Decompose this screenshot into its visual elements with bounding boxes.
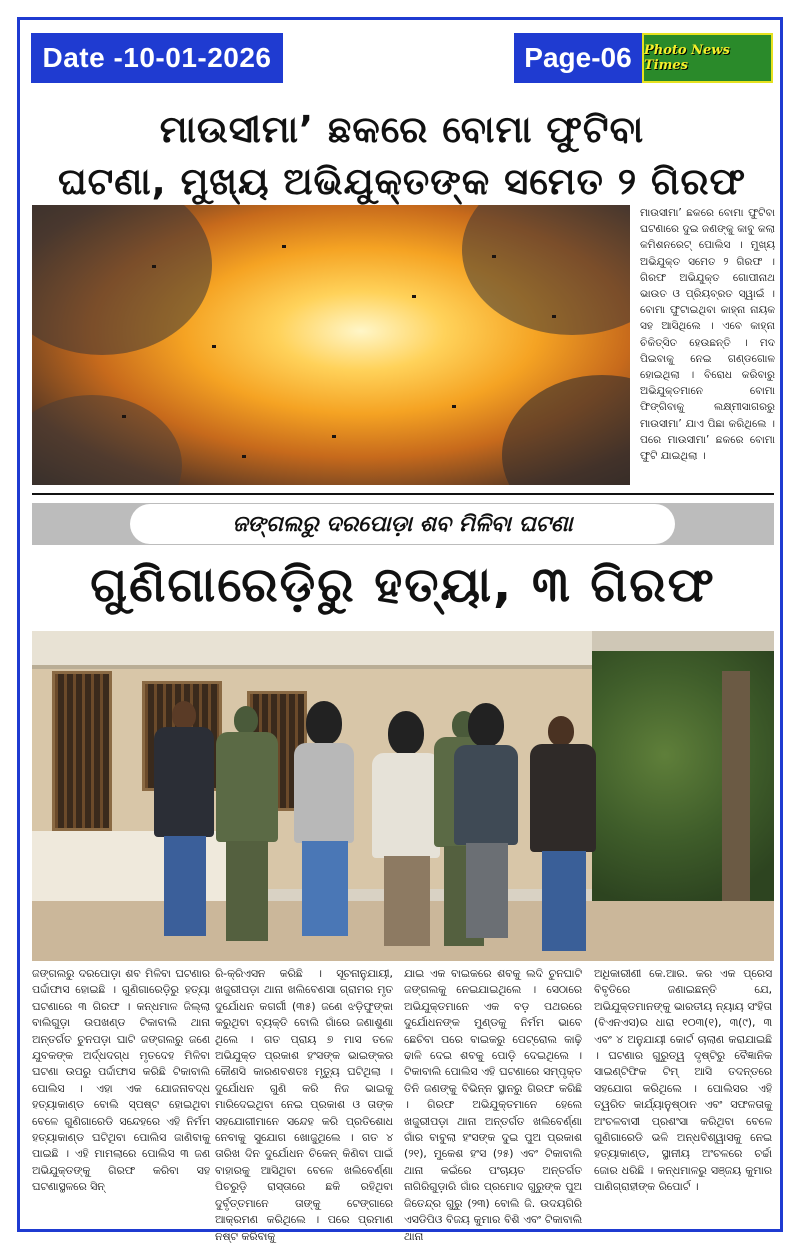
newspaper-logo: Photo News Times (642, 33, 773, 83)
explosion-photo (32, 205, 630, 485)
story1-headline (32, 104, 772, 208)
story2-kicker: ଜଙ୍ଗଲରୁ ଦରପୋଡ଼ା ଶବ ମିଳିବା ଘଟଣା (130, 504, 675, 544)
arrest-photo (32, 631, 774, 961)
story2-column-4: ଅଧିକାରୀଣୀ କେ.ଆର. କର ଏକ ପ୍ରେସ ବିବୃତିରେ ଜଣାଇଛନ୍ତି ଯେ, ଅଭିଯୁକ୍ତମାନଙ୍କୁ ଭାରତୀୟ ନ୍ୟାୟ ସଂହିତା (ବିଏନଏସ)ର ଧାରା ୧୦୩(୧), ୩(୯), ୩ ଏବଂ ୪ ଅନୁଯାୟୀ କୋର୍ଟ ଚାଲାଣ କରାଯାଇଛି । ଘଟଣାର ଗୁରୁତ୍ୱ ଦୃଷ୍ଟିରୁ ବୈଜ୍ଞାନିକ ସାଇଣ୍ଟିଫିକ ଟିମ୍ ଆସି ତଦନ୍ତରେ ସହଯୋଗ କରିଥିଲେ । ପୋଲିସର ଏହି ତ୍ୱରିତ କାର୍ଯ୍ୟାନୁଷ୍ଠାନ ଏବଂ ସଫଳତାକୁ ଅଂଚଳବାସୀ ପ୍ରଶଂସା କରିଥିବା ବେଳେ ଗୁଣିଗାରେଡି ଭଳି ଅନ୍ଧବିଶ୍ୱାସକୁ ନେଇ ହତ୍ୟାକାଣ୍ଡ, ସ୍ଥାନୀୟ ଅଂଚଳରେ ଚର୍ଚ୍ଚା ଜୋର ଧରିଛି । କନ୍ଧମାଳରୁ ସଞ୍ଜୟ କୁମାର ପାଣିଗ୍ରାହୀଙ୍କ ରିପୋର୍ଟ । (594, 967, 772, 1194)
story2-column-2: ରି-କ୍ରିଏସନ କରିଛି । ସୂଚନାନୁଯାୟୀ, ଖଜୁରୀପଡ଼ା ଥାନା ଖଲିବେଣସା ଗ୍ରାମର ମୃତ ଦୁର୍ଯୋଧନ କଗର୍ଗୀ (୩୫) ଜଣେ ଝଡ଼ିଫୁଙ୍କା କରୁଥିବା ବ୍ୟକ୍ତି ବୋଲି ଗାଁରେ ଜଣାଶୁଣା ଥିଲେ । ଗତ ପ୍ରାୟ ୭ ମାସ ତଳେ ଅଭିଯୁକ୍ତ ପ୍ରକାଶ ହଂସଙ୍କ ଭାଇଙ୍କର କୌଣସି କାରଣବଶତଃ ମୃତ୍ୟୁ ଘଟିଥିଲା । ଦୁର୍ଯୋଧନ ଗୁଣି କରି ନିଜ ଭାଇକୁ ମାରିଦେଇଥିବା ନେଇ ପ୍ରକାଶ ଓ ତାଙ୍କ ସହଯୋଗୀମାନେ ସନ୍ଦେହ କରି ପ୍ରତିଶୋଧ ନେବାକୁ ସୁଯୋଗ ଖୋଜୁଥିଲେ । ଗତ ୪ ତାରିଖ ଦିନ ଦୁର୍ଯୋଧନ ଚିକେନ୍ କିଣିବା ପାଇଁ ବାହାରକୁ ଆସିଥିବା ବେଳେ ଖଲିବେର୍ଣ୍ଣା ପିଚରୁଡ଼ି ରାସ୍ତାରେ ଛକି ରହିଥିବା ଦୁର୍ବୃତ୍ତମାନେ ତାଙ୍କୁ ଟେଙ୍ଗାରେ ଆକ୍ରମଣ କରିଥିଲେ । ପରେ ପ୍ରମାଣ ନଷ୍ଟ କରିବାକୁ (215, 967, 393, 1243)
page-number-label: Page-06 (514, 33, 642, 83)
story1-headline-line1: ମାଉସୀମା’ ଛକରେ ବୋମା ଫୁଟିବା (159, 108, 645, 151)
date-label: Date -10-01-2026 (31, 33, 283, 83)
story2-headline: ଗୁଣିଗାରେଡ଼ିରୁ ହତ୍ୟା, ୩ ଗିରଫ (90, 557, 716, 613)
section-divider (32, 493, 774, 495)
story2-column-3: ଯାଇ ଏକ ବାଇକରେ ଶବକୁ ଲଦି ଚୁନଘାଟି ଜଙ୍ଗଲକୁ ନେଇଯାଇଥିଲେ । ସେଠାରେ ଅଭିଯୁକ୍ତମାନେ ଏକ ବଡ଼ ପଥରରେ ଦୁର୍ଯୋଧନଙ୍କ ମୁଣ୍ଡକୁ ନିର୍ମମ ଭାବେ ଛେଚିବା ପରେ ବାଇକରୁ ପେଟ୍ରୋଲ କାଢ଼ି ଢାଳି ଦେଇ ଶବକୁ ପୋଡ଼ି ଦେଇଥିଲେ । ଟିକାବାଲି ପୋଲିସ ଏହି ଘଟଣାରେ ସମ୍ପୃକ୍ତ ତିନି ଜଣଙ୍କୁ ବିଭିନ୍ନ ସ୍ଥାନରୁ ଗିରଫ କରିଛି । ଗିରଫ ଅଭିଯୁକ୍ତମାନେ ହେଲେ ଖଜୁରୀପଡ଼ା ଥାନା ଅନ୍ତର୍ଗତ ଖଲିବେର୍ଣ୍ଣା ଗାଁର ବାବୁଲା ହଂସଙ୍କ ଦୁଇ ପୁଅ ପ୍ରକାଶ (୨୧), ମୁକେଶ ହଂସ (୨୫) ଏବଂ ଟିକାବାଲି ଥାନା କଇଁରେ ପଂଚାୟତ ଅନ୍ତର୍ଗତ ନାଗିରିଗୁଡ଼ାରି ଗାଁର ପ୍ରମୋଦ ଗୁରୁଙ୍କ ପୁଅ ଜିତେନ୍ଦ୍ର ଗୁରୁ (୨୩) ବୋଲି ଜି. ଉଦୟଗିରି ଏସଡିପିଓ ବିଜୟ କୁମାର ବିଶି ଏବଂ ଟିକାବାଲି ଥାନା (404, 967, 582, 1243)
story1-headline-line2: ଘଟଣା, ମୁଖ୍ୟ ଅଭିଯୁକ୍ତଙ୍କ ସମେତ ୨ ଗିରଫ (57, 160, 747, 203)
story2-body (32, 966, 774, 1243)
story2-column-1: ଜଙ୍ଗଲରୁ ଦରପୋଡ଼ା ଶବ ମିଳିବା ଘଟଣାର ପର୍ଦ୍ଦାଫାସ ହୋଇଛି । ଗୁଣିଗାରେଡ଼ିରୁ ହତ୍ୟା ଘଟଣାରେ ୩ ଗିରଫ । କନ୍ଧମାଳ ଜିଲ୍ଲା ବାଲିଗୁଡ଼ା ଉପଖଣ୍ଡ ଟିକାବାଲି ଥାନା ଅନ୍ତର୍ଗତ ଚୁନପଡ଼ା ଘାଟି ଜଙ୍ଗଲରୁ ଜଣେ ଯୁବକଙ୍କ ଅର୍ଦ୍ଧଦଗ୍ଧ ମୃତଦେହ ମିଳିବା ଘଟଣା ଉପରୁ ପର୍ଦ୍ଦାଫାସ କରିଛି ଟିକାବାଲି ପୋଲିସ । ଏହା ଏକ ଯୋଜନାବଦ୍ଧ ହତ୍ୟାକାଣ୍ଡ ବୋଲି ସ୍ପଷ୍ଟ ହୋଇଥିବା ବେଳେ ଗୁଣିଗାରେଡି ସନ୍ଦେହରେ ଏହି ନିର୍ମମ ହତ୍ୟାକାଣ୍ଡ ଘଟିଥିବା ପୋଲିସ ଜାଣିବାକୁ ପାଇଛି । ଏହି ମାମଲାରେ ପୋଲିସ ୩ ଜଣ ଅଭିଯୁକ୍ତଙ୍କୁ ଗିରଫ କରିବା ସହ ଘଟଣାସ୍ଥଳରେ ସିନ୍ (32, 967, 210, 1194)
story1-body: ମାଉସୀମା’ ଛକରେ ବୋମା ଫୁଟିବା ଘଟଣାରେ ଦୁଇ ଜଣଙ୍କୁ କାବୁ କଲା କମିଶନରେଟ୍ ପୋଲିସ । ମୁଖ୍ୟ ଅଭିଯୁକ୍ତ ସମେତ ୨ ଗିରଫ । ଗିରଫ ଅଭିଯୁକ୍ତ ଗୋପୀନାଥ ଭାଉତ ଓ ପ୍ରିୟବ୍ରତ ସ୍ୱାଇଁ । ବୋମା ଫୁଟାଇଥିବା କାହ୍ନା ନାୟକ ସହ ଆସିଥିଲେ । ଏବେ କାହ୍ନା ଚିକିତ୍ସିତ ହେଉଛନ୍ତି । ମଦ ପିଇବାକୁ ନେଇ ଗଣ୍ଡଗୋଳ ହୋଇଥିଲା । ବିରୋଧ କରିବାରୁ ଅଭିଯୁକ୍ତମାନେ ବୋମା ଫିଙ୍ଗିବାକୁ ଲକ୍ଷ୍ମୀସାଗରରୁ ମାଉସୀମା’ ଯାଏ ପିଛା କରିଥିଲେ । ପରେ ମାଉସୀମା’ ଛକରେ ବୋମା ଫୁଟି ଯାଇଥିଲା । (640, 207, 775, 463)
